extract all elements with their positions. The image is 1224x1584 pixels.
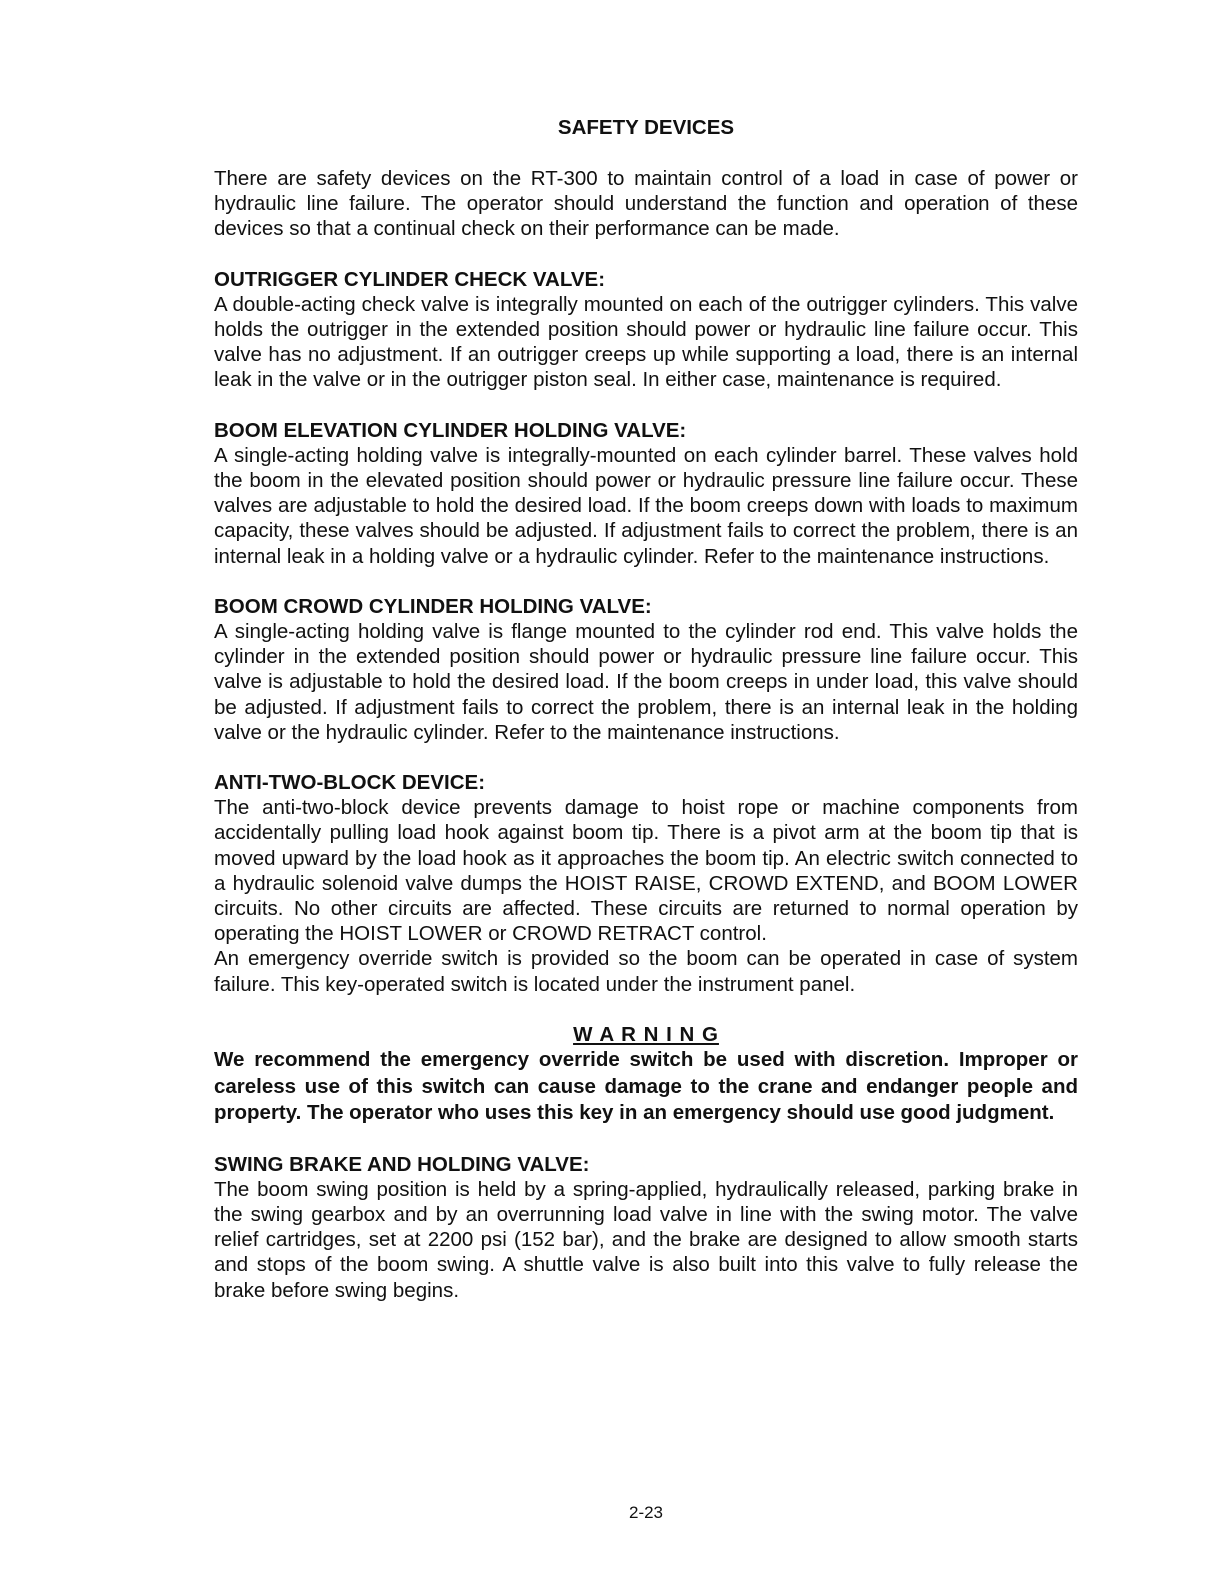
section-outrigger-check-valve	[214, 267, 1078, 393]
section-heading: BOOM CROWD CYLINDER HOLDING VALVE:	[214, 594, 652, 618]
warning-text: We recommend the emergency override switch be used with discretion. Improper or careless use of this switch can cause damage to the crane and endanger people and property. The operator who uses this key in an emergency should use good judgment.	[214, 1048, 1078, 1125]
section-body: A single-acting holding valve is flange mounted to the cylinder rod end. This valve holds the cylinder in the extended position should power or hydraulic pressure line failure occur. This valve is adjustable to hold the desired load. If the boom creeps in under load, this valve should be adjusted. If adjustment fails to correct the problem, there is an internal leak in the holding valve or the hydraulic cylinder. Refer to the maintenance instructions.	[214, 620, 1078, 744]
section-swing-brake-holding-valve	[214, 1152, 1078, 1303]
intro-paragraph: There are safety devices on the RT-300 to maintain control of a load in case of power or hydraulic line failure. The operator should understand the function and operation of these devices so that a continual check on their performance can be made.	[214, 167, 1078, 241]
page-number: 2-23	[628, 1503, 664, 1522]
document-body	[214, 166, 1078, 1303]
warning-heading: W A R N I N G	[573, 1022, 719, 1046]
section-heading: SWING BRAKE AND HOLDING VALVE:	[214, 1152, 590, 1176]
section-anti-two-block-device	[214, 770, 1078, 997]
section-body: The boom swing position is held by a spring-applied, hydraulically released, parking brake in the swing gearbox and by an overrunning load valve in line with the swing motor. The valve relief cartridges, set at 2200 psi (152 bar), and the brake are designed to allow smooth starts and stops of the boom swing. A shuttle valve is also built into this valve to fully release the brake before swing begins.	[214, 1177, 1078, 1302]
page-title: SAFETY DEVICES	[557, 116, 735, 139]
section-heading: ANTI-TWO-BLOCK DEVICE:	[214, 771, 486, 795]
section-boom-crowd-holding-valve	[214, 594, 1078, 745]
section-body: A single-acting holding valve is integrally-mounted on each cylinder barrel. These valves hold the boom in the elevated position should power or hydraulic pressure line failure occur. These valves are adjustable to hold the desired load. If the boom creeps down with loads to maximum capacity, these valves should be adjusted. If adjustment fails to correct the problem, there is an internal leak in a holding valve or a hydraulic cylinder. Refer to the maintenance instructions.	[214, 443, 1078, 568]
section-body: A double-acting check valve is integrally mounted on each of the outrigger cylinders. This valve holds the outrigger in the extended position should power or hydraulic line failure occur. This valve has no adjustment. If an outrigger creeps up while supporting a load, there is an internal leak in the valve or in the outrigger piston seal. In either case, maintenance is required.	[214, 292, 1078, 392]
section-body: The anti-two-block device prevents damage to hoist rope or machine components from accidentally pulling load hook against boom tip. There is a pivot arm at the boom tip that is moved upward by the load hook as it approaches the boom tip. An electric switch connected to a hydraulic solenoid valve dumps the HOIST RAISE, CROWD EXTEND, and BOOM LOWER circuits. No other circuits are affected. These circuits are returned to normal operation by operating the HOIST LOWER or CROWD RETRACT control.	[214, 796, 1078, 946]
section-heading: BOOM ELEVATION CYLINDER HOLDING VALVE:	[214, 418, 687, 442]
section-boom-elevation-holding-valve	[214, 418, 1078, 569]
section-heading: OUTRIGGER CYLINDER CHECK VALVE:	[214, 267, 606, 291]
section-body-continued: An emergency override switch is provided so the boom can be operated in case of system failure. This key-operated switch is located under the instrument panel.	[214, 947, 1078, 996]
